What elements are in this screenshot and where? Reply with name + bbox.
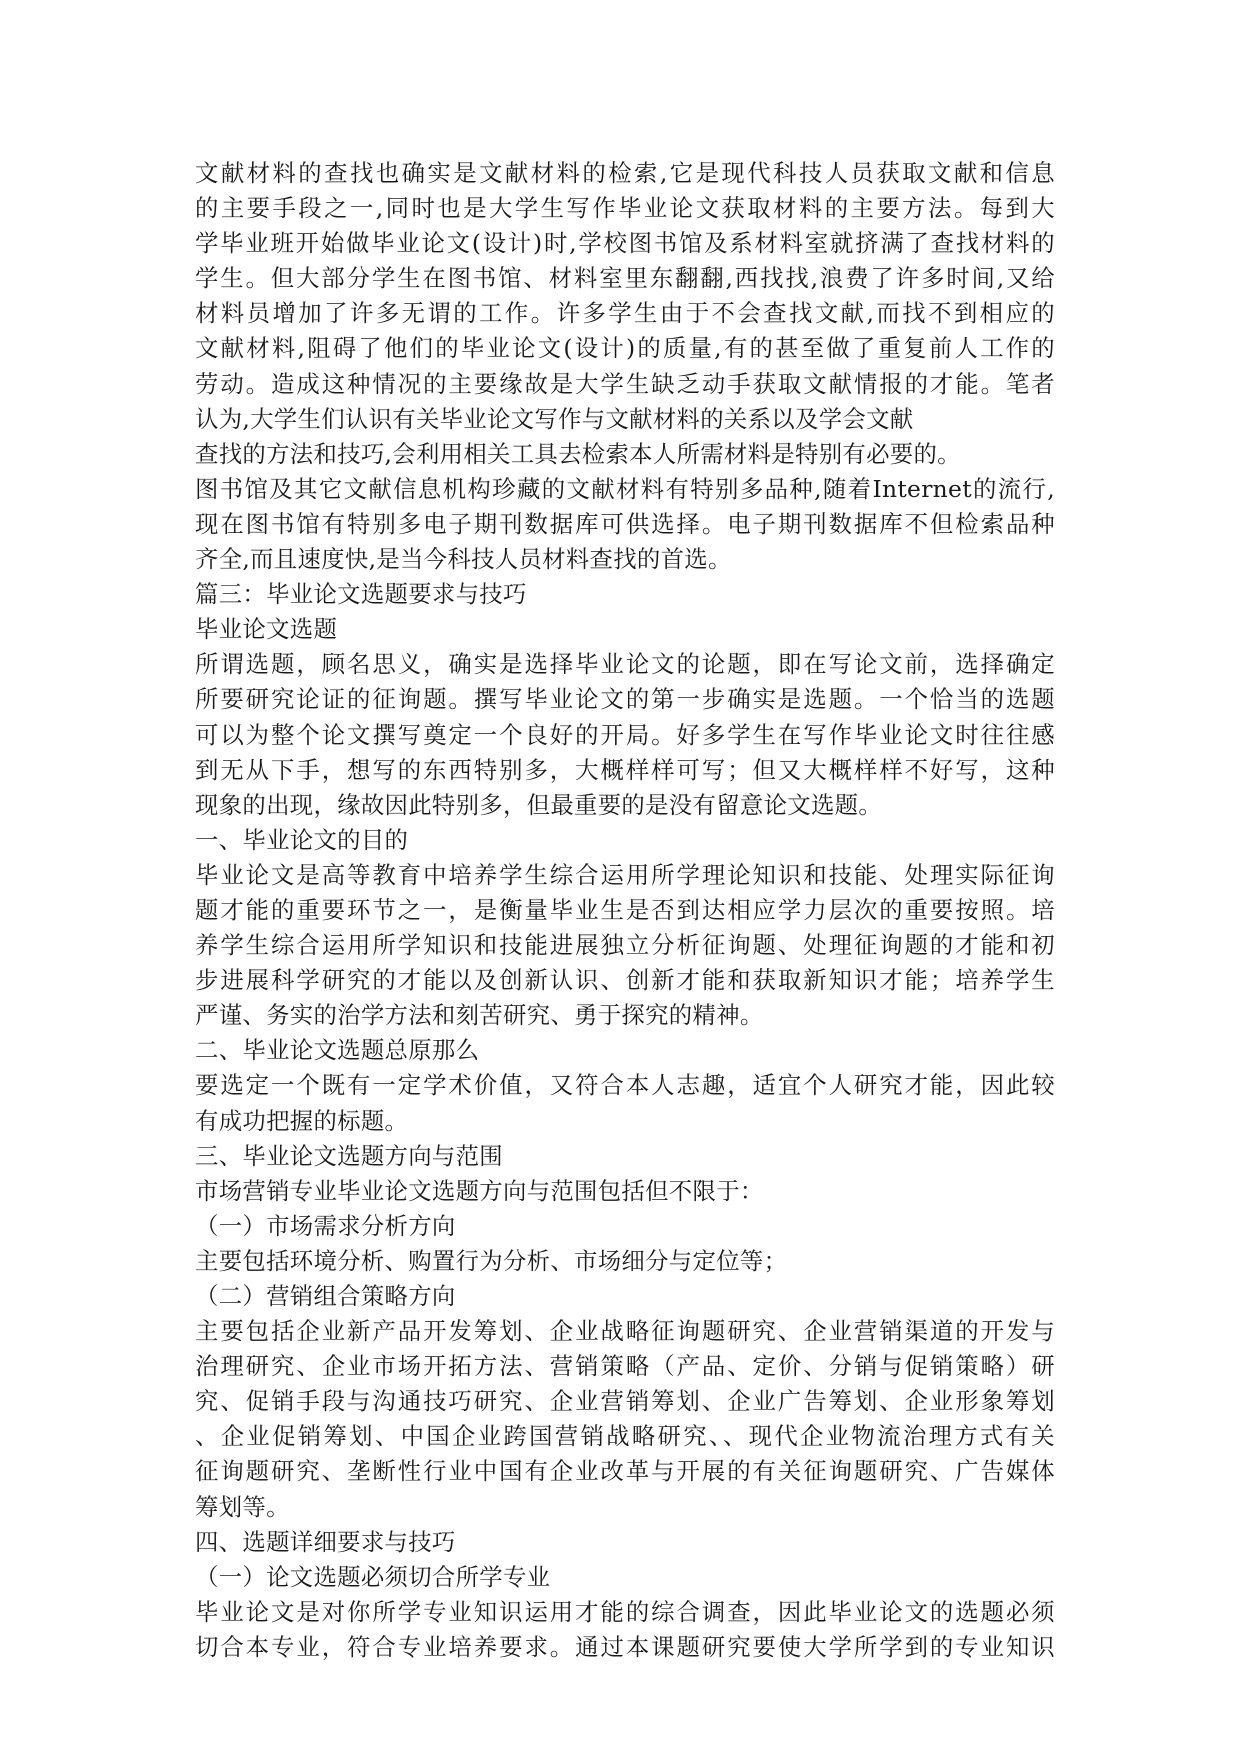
text-line: 劳动。造成这种情况的主要缘故是大学生缺乏动手获取文献情报的才能。笔者 bbox=[195, 369, 1055, 398]
text-line: 现在图书馆有特别多电子期刊数据库可供选择。电子期刊数据库不但检索品种 bbox=[195, 509, 1055, 538]
text-line: 题才能的重要环节之一，是衡量毕业生是否到达相应学力层次的重要按照。培 bbox=[195, 895, 1055, 924]
text-line: 的主要手段之一,同时也是大学生写作毕业论文获取材料的主要方法。每到大 bbox=[195, 194, 1055, 223]
text-line: 市场营销专业毕业论文选题方向与范围包括但不限于： bbox=[195, 1176, 764, 1205]
text-line: 可以为整个论文撰写奠定一个良好的开局。好多学生在写作毕业论文时往往感 bbox=[195, 720, 1055, 749]
list-heading: （一）市场需求分析方向 bbox=[195, 1211, 456, 1240]
list-heading: （一）论文选题必须切合所学专业 bbox=[195, 1562, 551, 1591]
text-line: 学毕业班开始做毕业论文(设计)时,学校图书馆及系材料室就挤满了查找材料的 bbox=[195, 229, 1055, 258]
list-heading: （二）营销组合策略方向 bbox=[195, 1282, 456, 1310]
text-line: 有成功把握的标题。 bbox=[195, 1106, 409, 1135]
section-heading: 篇三：毕业论文选题要求与技巧 bbox=[195, 580, 527, 609]
text-line: 文献材料的查找也确实是文献材料的检索,它是现代科技人员获取文献和信息 bbox=[195, 159, 1055, 187]
subsection-heading: 一、毕业论文的目的 bbox=[195, 825, 409, 854]
text-line: 主要包括企业新产品开发筹划、企业战略征询题研究、企业营销渠道的开发与 bbox=[195, 1317, 1055, 1346]
text-line: 学生。但大部分学生在图书馆、材料室里东翻翻,西找找,浪费了许多时间,又给 bbox=[195, 264, 1055, 293]
text-line: 征询题研究、垄断性行业中国有企业改革与开展的有关征询题研究、广告媒体 bbox=[195, 1457, 1055, 1486]
text-line: 主要包括环境分析、购置行为分析、市场细分与定位等； bbox=[195, 1246, 788, 1275]
text-line: 筹划等。 bbox=[195, 1492, 290, 1521]
text-line: 图书馆及其它文献信息机构珍藏的文献材料有特别多品种,随着Internet的流行, bbox=[195, 474, 1055, 503]
text-line: 养学生综合运用所学知识和技能进展独立分析征询题、处理征询题的才能和初 bbox=[195, 931, 1055, 960]
text-line: 、企业促销筹划、中国企业跨国营销战略研究、、现代企业物流治理方式有关 bbox=[195, 1422, 1055, 1451]
text-line: 究、促销手段与沟通技巧研究、企业营销筹划、企业广告筹划、企业形象筹划 bbox=[195, 1387, 1055, 1416]
text-line: 严谨、务实的治学方法和刻苦研究、勇于探究的精神。 bbox=[195, 1001, 764, 1030]
document-body bbox=[195, 156, 1055, 1665]
subsection-heading: 三、毕业论文选题方向与范围 bbox=[195, 1141, 503, 1170]
text-line: 材料员增加了许多无谓的工作。许多学生由于不会查找文献,而找不到相应的 bbox=[195, 299, 1055, 328]
text-line: 所谓选题，顾名思义，确实是选择毕业论文的论题，即在写论文前，选择确定 bbox=[195, 650, 1055, 679]
text-line: 要选定一个既有一定学术价值，又符合本人志趣，适宜个人研究才能，因此较 bbox=[195, 1071, 1055, 1100]
text-line: 所要研究论证的征询题。撰写毕业论文的第一步确实是选题。一个恰当的选题 bbox=[195, 685, 1055, 714]
text-line: 现象的出现，缘故因此特别多，但最重要的是没有留意论文选题。 bbox=[195, 790, 883, 819]
text-line: 步进展科学研究的才能以及创新认识、创新才能和获取新知识才能；培养学生 bbox=[195, 966, 1055, 995]
text-line: 齐全,而且速度快,是当今科技人员材料查找的首选。 bbox=[195, 545, 732, 574]
text-line: 毕业论文是高等教育中培养学生综合运用所学理论知识和技能、处理实际征询 bbox=[195, 860, 1055, 889]
text-line: 查找的方法和技巧,会利用相关工具去检索本人所需材料是特别有必要的。 bbox=[195, 439, 961, 468]
text-line: 毕业论文是对你所学专业知识运用才能的综合调查，因此毕业论文的选题必须 bbox=[195, 1597, 1055, 1626]
subsection-heading: 四、选题详细要求与技巧 bbox=[195, 1527, 456, 1556]
text-line: 到无从下手，想写的东西特别多，大概样样可写；但又大概样样不好写，这种 bbox=[195, 755, 1055, 784]
text-line: 文献材料,阻碍了他们的毕业论文(设计)的质量,有的甚至做了重复前人工作的 bbox=[195, 334, 1055, 363]
text-line: 治理研究、企业市场开拓方法、营销策略（产品、定价、分销与促销策略）研 bbox=[195, 1352, 1055, 1381]
subsection-heading: 二、毕业论文选题总原那么 bbox=[195, 1036, 480, 1065]
text-line: 切合本专业，符合专业培养要求。通过本课题研究要使大学所学到的专业知识 bbox=[195, 1632, 1055, 1661]
subsection-heading: 毕业论文选题 bbox=[195, 615, 338, 644]
text-line: 认为,大学生们认识有关毕业论文写作与文献材料的关系以及学会文献 bbox=[195, 404, 914, 433]
